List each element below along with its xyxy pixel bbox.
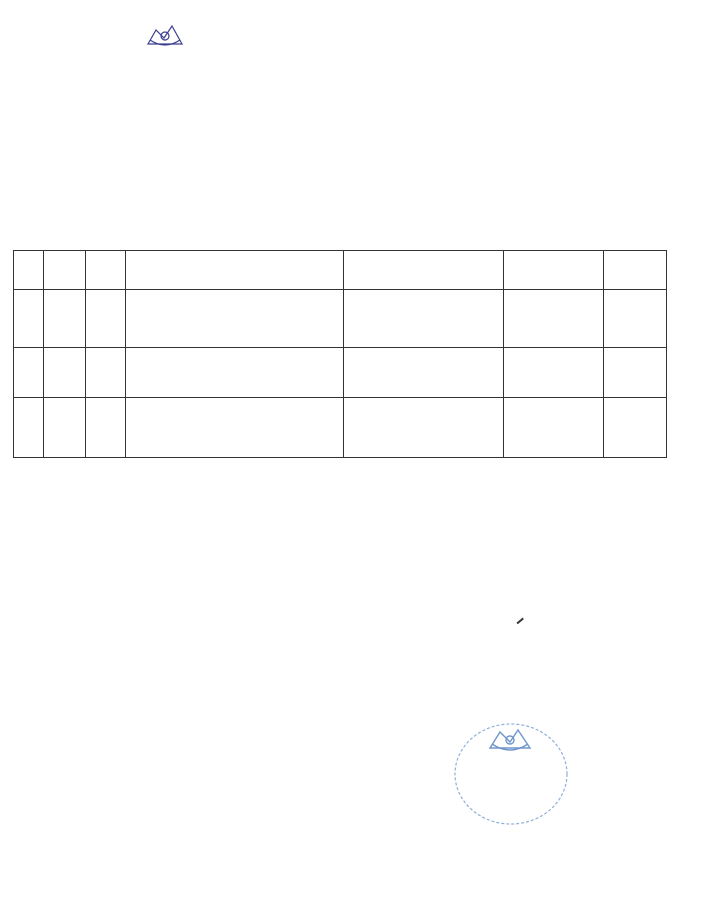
row-count [86, 348, 126, 398]
table-header-row [14, 251, 667, 290]
row-remarks [604, 348, 667, 398]
row-count [86, 398, 126, 458]
header-ad-number [14, 251, 44, 290]
row-count [86, 290, 126, 348]
condition-6 [30, 693, 680, 709]
row-remarks [604, 290, 667, 348]
condition-1 [30, 478, 680, 494]
office-seal [452, 720, 570, 828]
header-remarks [604, 251, 667, 290]
seal-emblem [100, 16, 230, 128]
office-seal-emblem [452, 720, 570, 828]
table-row [14, 290, 667, 348]
row-age-limit [504, 398, 604, 458]
row-qualification [126, 348, 344, 398]
header-age-limit [504, 251, 604, 290]
pen-mark [516, 618, 523, 624]
table-row [14, 398, 667, 458]
row-experience [344, 348, 504, 398]
row-qualification [126, 398, 344, 458]
header-post [44, 251, 86, 290]
row-age-limit [504, 290, 604, 348]
row-experience [344, 398, 504, 458]
condition-2 [30, 498, 680, 514]
row-number [14, 348, 44, 398]
row-qualification [126, 290, 344, 348]
municipality-seal [100, 16, 230, 128]
row-post [44, 290, 86, 348]
header-qualification [126, 251, 344, 290]
row-number [14, 290, 44, 348]
row-post [44, 398, 86, 458]
posts-table [13, 250, 667, 458]
table-row [14, 348, 667, 398]
condition-7 [30, 716, 680, 732]
header-experience [344, 251, 504, 290]
row-post [44, 348, 86, 398]
row-experience [344, 290, 504, 348]
row-number [14, 398, 44, 458]
condition-3 [30, 572, 680, 588]
row-age-limit [504, 348, 604, 398]
row-remarks [604, 398, 667, 458]
header-count [86, 251, 126, 290]
condition-5 [30, 668, 680, 684]
condition-4 [30, 645, 680, 661]
